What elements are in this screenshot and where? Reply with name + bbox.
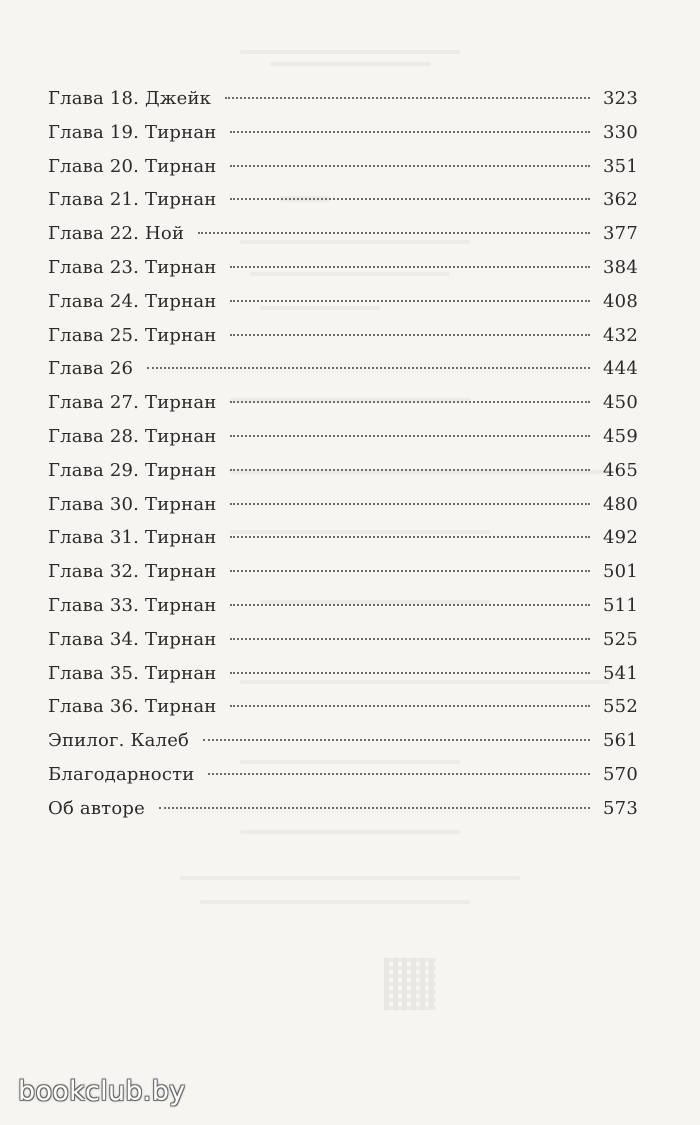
site-watermark: bookclub.by — [18, 1076, 186, 1107]
toc-entry-page: 552 — [603, 696, 638, 718]
toc-entry — [48, 150, 638, 184]
dot-leader — [208, 773, 590, 775]
toc-entry-title: Глава 20. Тирнан — [48, 155, 217, 177]
dot-leader — [230, 604, 590, 606]
toc-entry-title: Глава 31. Тирнан — [48, 527, 217, 549]
show-through-qr-code — [384, 958, 436, 1010]
toc-entry-title: Эпилог. Калеб — [48, 730, 190, 752]
dot-leader — [230, 165, 590, 167]
dot-leader — [230, 401, 590, 403]
toc-entry-page: 408 — [603, 290, 638, 312]
dot-leader — [230, 469, 590, 471]
toc-entry-page: 570 — [603, 763, 638, 785]
toc-entry — [48, 82, 638, 116]
table-of-contents — [48, 82, 638, 826]
toc-entry — [48, 251, 638, 285]
toc-entry-title: Глава 25. Тирнан — [48, 324, 217, 346]
toc-entry-title: Глава 30. Тирнан — [48, 493, 217, 515]
toc-entry — [48, 589, 638, 623]
toc-entry — [48, 217, 638, 251]
toc-entry — [48, 319, 638, 353]
toc-entry — [48, 352, 638, 386]
toc-entry — [48, 724, 638, 758]
toc-entry-page: 525 — [603, 628, 638, 650]
dot-leader — [198, 232, 590, 234]
dot-leader — [230, 503, 590, 505]
dot-leader — [147, 367, 590, 369]
toc-entry-page: 492 — [603, 527, 638, 549]
toc-entry — [48, 521, 638, 555]
toc-entry — [48, 690, 638, 724]
toc-entry-page: 459 — [603, 425, 638, 447]
toc-entry — [48, 555, 638, 589]
toc-entry-page: 465 — [603, 459, 638, 481]
toc-entry-title: Глава 29. Тирнан — [48, 459, 217, 481]
show-through-line — [180, 876, 520, 880]
toc-entry-page: 541 — [603, 662, 638, 684]
toc-entry-title: Благодарности — [48, 763, 195, 785]
toc-entry-title: Глава 19. Тирнан — [48, 121, 217, 143]
dot-leader — [230, 435, 590, 437]
toc-entry-page: 323 — [603, 88, 638, 109]
toc-entry-title: Глава 22. Ной — [48, 223, 185, 245]
toc-entry-page: 511 — [603, 594, 638, 616]
toc-entry-title: Глава 27. Тирнан — [48, 392, 217, 414]
toc-entry-title: Глава 26 — [48, 358, 134, 380]
toc-entry-page: 501 — [603, 561, 638, 583]
toc-entry — [48, 623, 638, 657]
toc-entry — [48, 657, 638, 691]
toc-entry-page: 561 — [603, 730, 638, 752]
toc-entry-title: Глава 18. Джейк — [48, 88, 212, 109]
toc-entry-page: 377 — [603, 223, 638, 245]
toc-entry-title: Глава 36. Тирнан — [48, 696, 217, 718]
dot-leader — [230, 198, 590, 200]
toc-entry-title: Глава 32. Тирнан — [48, 561, 217, 583]
toc-entry-title: Глава 34. Тирнан — [48, 628, 217, 650]
toc-entry-title: Глава 21. Тирнан — [48, 189, 217, 211]
dot-leader — [230, 131, 590, 133]
dot-leader — [159, 807, 590, 809]
toc-entry — [48, 488, 638, 522]
toc-entry-title: Глава 35. Тирнан — [48, 662, 217, 684]
toc-entry — [48, 420, 638, 454]
dot-leader — [230, 334, 590, 336]
toc-entry-title: Об авторе — [48, 797, 145, 819]
show-through-line — [240, 830, 460, 834]
toc-entry — [48, 454, 638, 488]
toc-entry-page: 450 — [603, 392, 638, 414]
toc-entry — [48, 183, 638, 217]
toc-entry — [48, 285, 638, 319]
toc-entry-title: Глава 33. Тирнан — [48, 594, 217, 616]
toc-entry — [48, 386, 638, 420]
dot-leader — [230, 266, 590, 268]
toc-entry — [48, 758, 638, 792]
dot-leader — [230, 570, 590, 572]
toc-entry-page: 573 — [603, 797, 638, 819]
toc-entry-page: 432 — [603, 324, 638, 346]
show-through-line — [240, 50, 460, 54]
dot-leader — [230, 705, 590, 707]
toc-entry-page: 384 — [603, 256, 638, 278]
dot-leader — [225, 97, 590, 99]
toc-entry — [48, 792, 638, 826]
dot-leader — [230, 672, 590, 674]
toc-entry-title: Глава 28. Тирнан — [48, 425, 217, 447]
toc-entry — [48, 116, 638, 150]
toc-entry-page: 330 — [603, 121, 638, 143]
toc-entry-page: 480 — [603, 493, 638, 515]
toc-entry-page: 362 — [603, 189, 638, 211]
show-through-line — [200, 900, 470, 904]
toc-entry-page: 351 — [603, 155, 638, 177]
toc-entry-title: Глава 23. Тирнан — [48, 256, 217, 278]
dot-leader — [230, 638, 590, 640]
dot-leader — [230, 536, 590, 538]
dot-leader — [230, 300, 590, 302]
toc-entry-page: 444 — [603, 358, 638, 380]
dot-leader — [203, 739, 590, 741]
toc-entry-title: Глава 24. Тирнан — [48, 290, 217, 312]
show-through-line — [270, 62, 430, 66]
